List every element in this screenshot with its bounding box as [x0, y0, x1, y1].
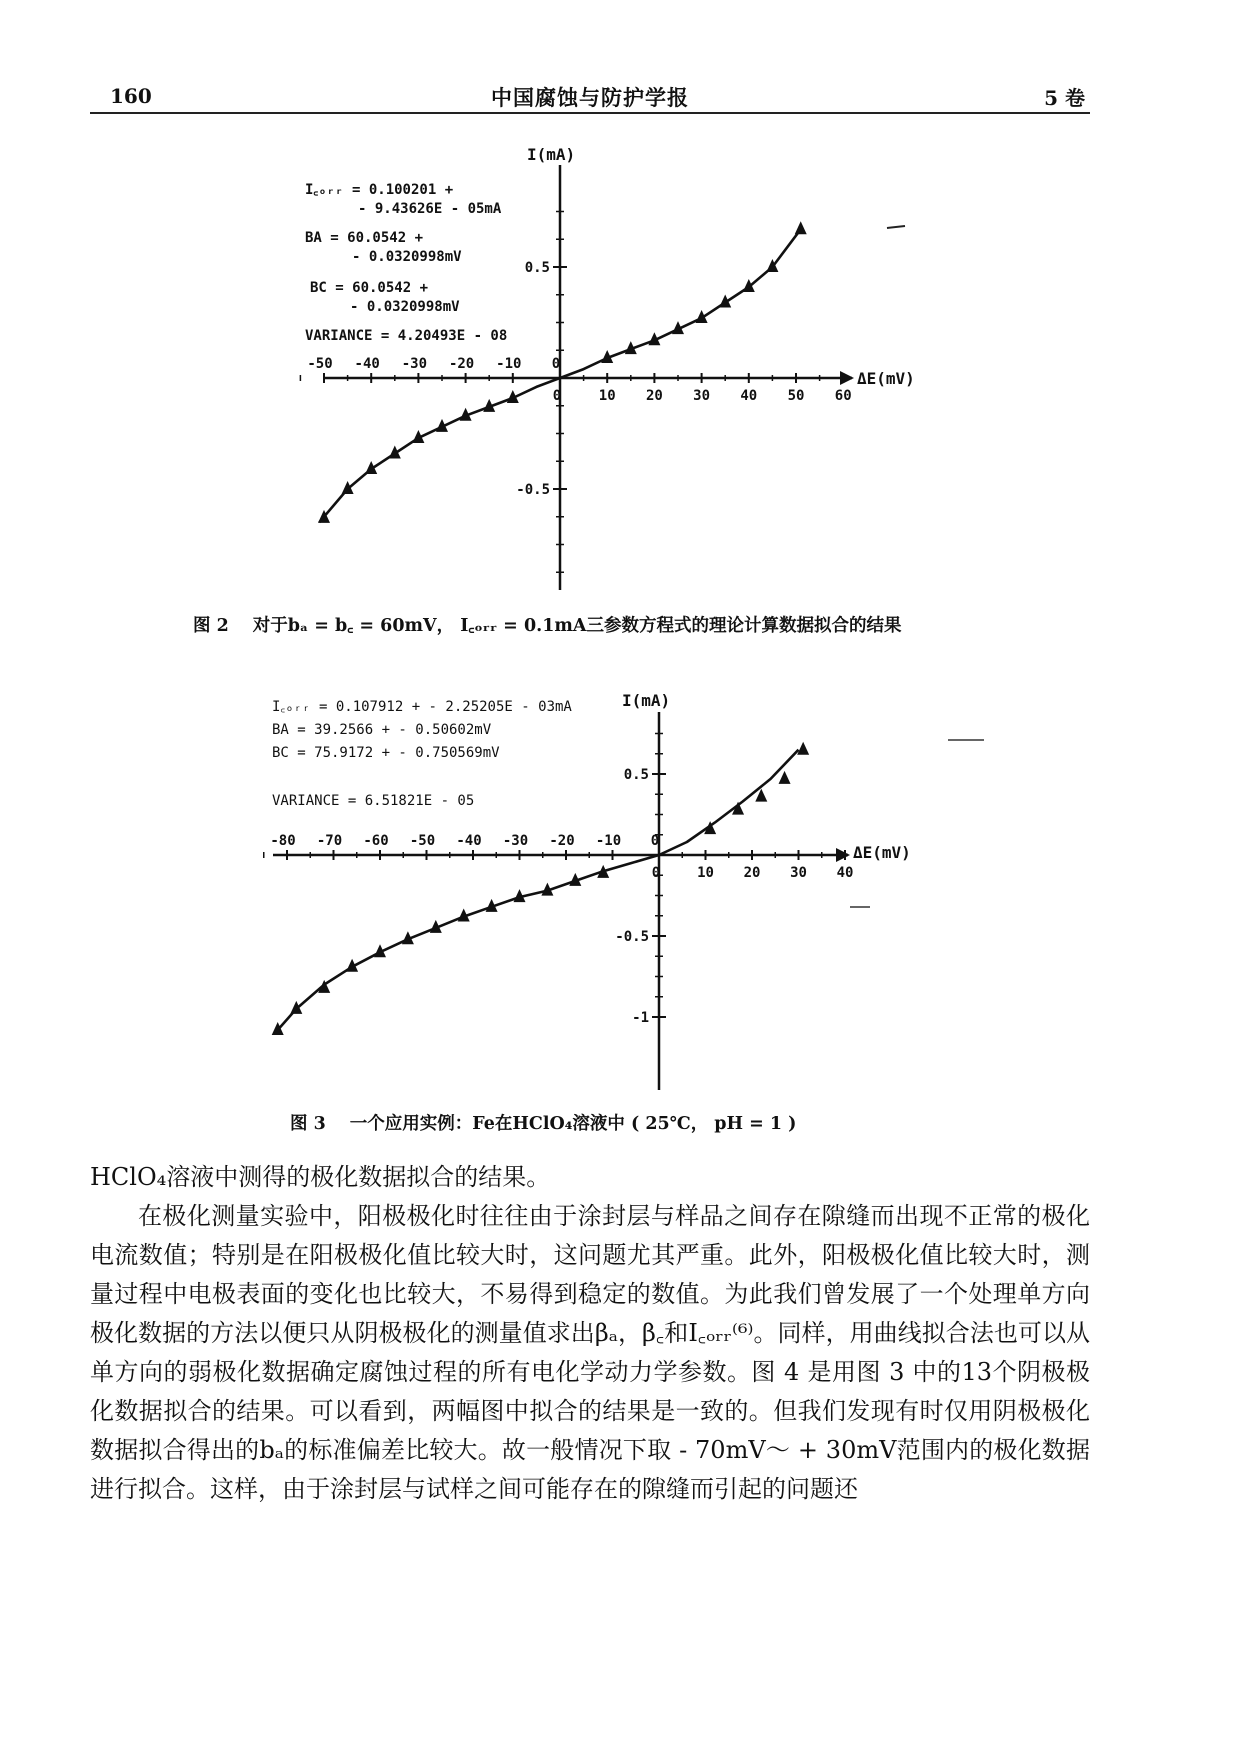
fig3-x-tick-label: -40: [456, 833, 482, 849]
fig3-data-point: [779, 771, 791, 784]
figure-2-caption-text: 对于bₐ = b꜀ = 60mV， I꜀ₒᵣᵣ = 0.1mA三参数方程式的理论计算数据拟合的结果: [252, 616, 902, 636]
fig2-x-tick-label: -40: [354, 356, 380, 372]
fig2-stray-mark: [887, 226, 905, 228]
page-header: [90, 78, 1090, 108]
fig2-x-tick-label: -30: [401, 356, 428, 372]
fig2-x-tick-label: 20: [645, 388, 663, 404]
fig3-param-line-3: BC = 75.9172 + - 0.750569mV: [272, 745, 500, 761]
fig2-x-tick-label: 40: [740, 388, 758, 404]
fig2-param-line-4: - 0.0320998mV: [352, 249, 462, 265]
figure-2-caption: [193, 612, 901, 637]
fig2-param-line-2: - 9.43626E - 05mA: [358, 201, 502, 217]
fig3-x-tick-label: 10: [697, 865, 714, 881]
fig3-fit-curve: [278, 750, 799, 1030]
journal-title: 中国腐蚀与防护学报: [491, 85, 689, 110]
fig2-x-tick-label: -50: [307, 356, 333, 372]
fig2-x-axis-arrow: [840, 371, 854, 385]
fig3-data-point: [797, 742, 809, 755]
figure-3-caption: [290, 1110, 796, 1135]
fig3-x-axis-label: ΔE(mV): [853, 843, 911, 862]
paragraph-1: HClO₄溶液中测得的极化数据拟合的结果。: [90, 1163, 551, 1191]
fig3-x-tick-label: 40: [836, 865, 854, 881]
fig3-y-tick-label: -0.5: [615, 929, 649, 945]
fig2-param-line-6: - 0.0320998mV: [350, 299, 460, 315]
fig3-x-tick-label: 0: [651, 865, 661, 881]
page-number: 160: [110, 84, 152, 108]
fig3-y-tick-label: -1: [632, 1010, 649, 1026]
fig2-param-line-5: BC = 60.0542 +: [310, 280, 429, 296]
fig2-y-tick-label: -0.5: [516, 482, 550, 498]
fig3-x-tick-label: 30: [790, 865, 807, 881]
fig3-x-axis-arrow: [836, 848, 850, 862]
fig2-data-point: [743, 279, 755, 292]
fig2-y-axis-label: I(mA): [527, 145, 576, 164]
figure-3-caption-text: 一个应用实例：Fe在HClO₄溶液中 ( 25℃， pH = 1 ): [349, 1114, 797, 1134]
body-text: [90, 1158, 1090, 1509]
figure-3-chart: [0, 680, 1240, 1100]
fig2-param-line-7: VARIANCE = 4.20493E - 08: [305, 328, 508, 344]
fig2-x-tick-label: -10: [496, 356, 522, 372]
fig2-x-tick-label: -20: [448, 356, 475, 372]
header-rule: [90, 112, 1090, 114]
fig2-x-tick-label: 50: [787, 388, 805, 404]
paragraph-2: 在极化测量实验中，阳极极化时往往由于涂封层与样品之间存在隙缝而出现不正常的极化电流数值；特别是在阳极极化值比较大时，这问题尤其严重。此外，阳极极化值比较大时，测量过程中电极表面的变化也比较大，不易得到稳定的数值。为此我们曾发展了一个处理单方向极化数据的方法以便只从阴极极化的测量值求出βₐ，β꜀和I꜀ₒᵣᵣ⁽⁶⁾。同样，用曲线拟合法也可以从单方向的弱极化数据确定腐蚀过程的所有电化学动力学参数。图 4 是用图 3 中的13个阴极极化数据拟合的结果。可以看到，两幅图中拟合的结果是一致的。但我们发现有时仅用阴极极化数据拟合得出的bₐ的标准偏差比较大。故一般情况下取 - 70mV～ + 30mV范围内的极化数据进行拟合。这样，由于涂封层与试样之间可能存在的隙缝而引起的问题还: [90, 1202, 1090, 1503]
fig2-x-tick-label: 0: [552, 388, 562, 404]
fig2-data-point: [795, 221, 807, 234]
fig3-param-line-2: BA = 39.2566 + - 0.50602mV: [272, 722, 492, 738]
fig3-x-tick-label: -50: [409, 833, 436, 849]
fig2-x-tick-label: 10: [598, 388, 616, 404]
fig2-x-tick-label: 0: [551, 356, 561, 372]
fig3-param-line-4: VARIANCE = 6.51821E - 05: [272, 793, 475, 809]
volume-label: 5 卷: [1044, 86, 1085, 110]
fig3-x-tick-label: 0: [650, 833, 660, 849]
fig2-data-point: [342, 481, 354, 494]
fig2-param-line-3: BA = 60.0542 +: [305, 230, 424, 246]
fig3-x-tick-label: -60: [363, 833, 389, 849]
fig3-data-point: [290, 1001, 302, 1014]
figure-2-label: 图 2: [193, 616, 229, 636]
fig3-param-line-1: I꜀ₒᵣᵣ = 0.107912 + - 2.25205E - 03mA: [272, 699, 572, 715]
fig3-x-tick-label: -80: [270, 833, 296, 849]
fig3-x-tick-label: -30: [502, 833, 529, 849]
fig3-x-tick-label: -10: [595, 833, 622, 849]
fig2-y-tick-label: 0.5: [524, 260, 550, 276]
fig2-x-axis-label: ΔE(mV): [857, 369, 915, 388]
fig3-x-tick-label: -70: [316, 833, 343, 849]
fig3-x-tick-label: -20: [549, 833, 575, 849]
fig2-x-tick-label: 30: [693, 388, 711, 404]
figure-2-chart: [0, 130, 1240, 610]
fig3-x-tick-label: 20: [743, 865, 761, 881]
fig3-y-axis-label: I(mA): [622, 691, 671, 710]
figure-3-label: 图 3: [290, 1114, 326, 1134]
fig2-x-tick-label: 60: [834, 388, 852, 404]
fig2-param-line-1: I꜀ₒᵣᵣ = 0.100201 +: [305, 182, 454, 198]
fig3-y-tick-label: 0.5: [623, 767, 649, 783]
